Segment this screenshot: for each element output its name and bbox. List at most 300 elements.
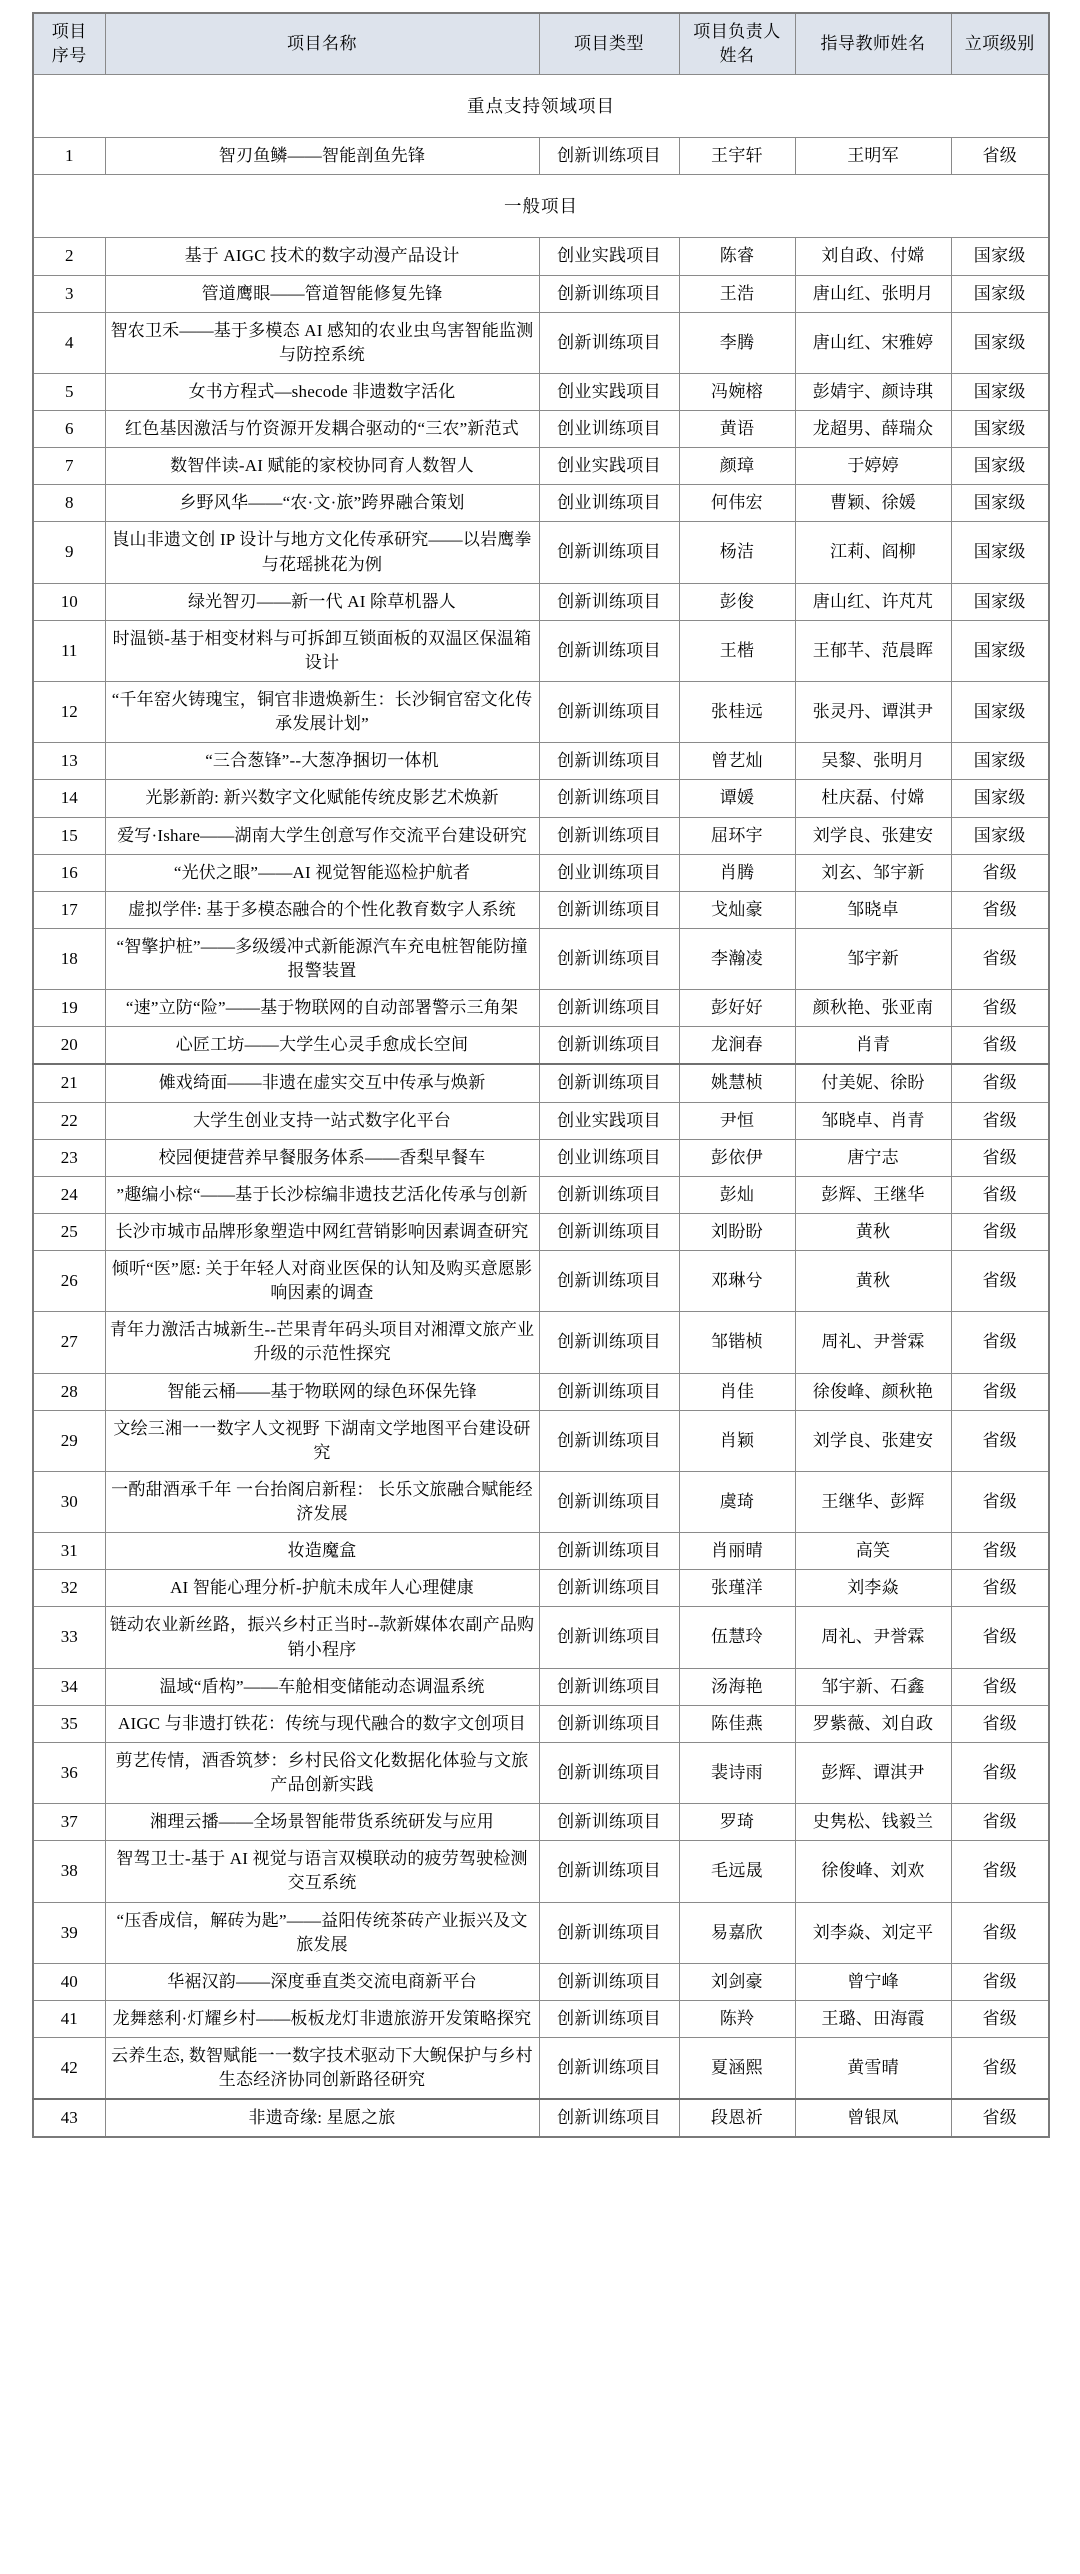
cell-project-leader: 彭依伊 bbox=[679, 1139, 795, 1176]
cell-advisor-name: 彭婧宇、颜诗琪 bbox=[795, 373, 951, 410]
table-row bbox=[33, 1533, 1049, 1570]
cell-project-leader: 王浩 bbox=[679, 275, 795, 312]
cell-seq: 29 bbox=[33, 1410, 105, 1471]
cell-approval-level: 国家级 bbox=[951, 817, 1049, 854]
cell-seq: 25 bbox=[33, 1213, 105, 1250]
cell-project-type: 创新训练项目 bbox=[539, 312, 679, 373]
cell-seq: 1 bbox=[33, 138, 105, 175]
cell-seq: 23 bbox=[33, 1139, 105, 1176]
cell-project-leader: 易嘉欣 bbox=[679, 1902, 795, 1963]
cell-seq: 18 bbox=[33, 928, 105, 989]
cell-seq: 34 bbox=[33, 1668, 105, 1705]
cell-project-type: 创新训练项目 bbox=[539, 928, 679, 989]
cell-project-name: 剪艺传情，酒香筑梦：乡村民俗文化数据化体验与文旅产品创新实践 bbox=[105, 1742, 539, 1803]
cell-advisor-name: 刘李焱 bbox=[795, 1570, 951, 1607]
header-line: 项目名称 bbox=[287, 34, 357, 54]
cell-project-name: “三合葱锋”--大葱净捆切一体机 bbox=[105, 743, 539, 780]
cell-project-type: 创新训练项目 bbox=[539, 743, 679, 780]
table-row bbox=[33, 411, 1049, 448]
cell-project-name: 智刃鱼鳞——智能剖鱼先锋 bbox=[105, 138, 539, 175]
cell-project-type: 创业训练项目 bbox=[539, 1139, 679, 1176]
cell-project-name: 数智伴读-AI 赋能的家校协同育人数智人 bbox=[105, 448, 539, 485]
cell-advisor-name: 唐山红、许芃芃 bbox=[795, 583, 951, 620]
cell-project-type: 创新训练项目 bbox=[539, 1312, 679, 1373]
cell-advisor-name: 黄秋 bbox=[795, 1251, 951, 1312]
cell-project-type: 创新训练项目 bbox=[539, 1410, 679, 1471]
cell-advisor-name: 张灵丹、谭淇尹 bbox=[795, 682, 951, 743]
cell-advisor-name: 刘学良、张建安 bbox=[795, 817, 951, 854]
cell-seq: 20 bbox=[33, 1027, 105, 1065]
cell-approval-level: 省级 bbox=[951, 928, 1049, 989]
cell-project-name: 文绘三湘一一数字人文视野 下湖南文学地图平台建设研究 bbox=[105, 1410, 539, 1471]
cell-approval-level: 省级 bbox=[951, 1668, 1049, 1705]
cell-seq: 4 bbox=[33, 312, 105, 373]
cell-project-leader: 屈环宇 bbox=[679, 817, 795, 854]
cell-approval-level: 省级 bbox=[951, 1139, 1049, 1176]
cell-project-type: 创新训练项目 bbox=[539, 2038, 679, 2100]
table-row bbox=[33, 583, 1049, 620]
cell-approval-level: 省级 bbox=[951, 1251, 1049, 1312]
cell-advisor-name: 邹宇新、石鑫 bbox=[795, 1668, 951, 1705]
cell-project-name: 非遗奇缘: 星愿之旅 bbox=[105, 2099, 539, 2137]
table-row bbox=[33, 1742, 1049, 1803]
cell-advisor-name: 于婷婷 bbox=[795, 448, 951, 485]
table-row bbox=[33, 780, 1049, 817]
cell-approval-level: 省级 bbox=[951, 990, 1049, 1027]
cell-approval-level: 省级 bbox=[951, 2099, 1049, 2137]
header-line: 指导教师姓名 bbox=[820, 34, 926, 54]
cell-project-type: 创业训练项目 bbox=[539, 854, 679, 891]
cell-approval-level: 国家级 bbox=[951, 448, 1049, 485]
cell-project-name: 长沙市城市品牌形象塑造中网红营销影响因素调查研究 bbox=[105, 1213, 539, 1250]
section-heading-label: 一般项目 bbox=[33, 175, 1049, 238]
cell-approval-level: 国家级 bbox=[951, 373, 1049, 410]
table-row bbox=[33, 1373, 1049, 1410]
cell-project-leader: 邓琳兮 bbox=[679, 1251, 795, 1312]
cell-project-type: 创业实践项目 bbox=[539, 448, 679, 485]
table-row bbox=[33, 2000, 1049, 2037]
cell-project-leader: 伍慧玲 bbox=[679, 1607, 795, 1668]
cell-advisor-name: 唐山红、张明月 bbox=[795, 275, 951, 312]
cell-approval-level: 省级 bbox=[951, 1570, 1049, 1607]
cell-approval-level: 国家级 bbox=[951, 485, 1049, 522]
cell-approval-level: 国家级 bbox=[951, 583, 1049, 620]
cell-approval-level: 省级 bbox=[951, 2000, 1049, 2037]
cell-project-leader: 肖丽晴 bbox=[679, 1533, 795, 1570]
cell-approval-level: 国家级 bbox=[951, 682, 1049, 743]
cell-project-type: 创新训练项目 bbox=[539, 1570, 679, 1607]
cell-seq: 21 bbox=[33, 1064, 105, 1102]
cell-project-name: 时温锁-基于相变材料与可拆卸互锁面板的双温区保温箱设计 bbox=[105, 620, 539, 681]
cell-project-leader: 张瑾洋 bbox=[679, 1570, 795, 1607]
cell-project-name: “速”立防“险”——基于物联网的自动部署警示三角架 bbox=[105, 990, 539, 1027]
cell-seq: 26 bbox=[33, 1251, 105, 1312]
cell-project-leader: 罗琦 bbox=[679, 1804, 795, 1841]
cell-advisor-name: 王郁芊、范晨晖 bbox=[795, 620, 951, 681]
cell-project-type: 创新训练项目 bbox=[539, 1902, 679, 1963]
cell-project-leader: 姚慧桢 bbox=[679, 1064, 795, 1102]
cell-project-type: 创新训练项目 bbox=[539, 1742, 679, 1803]
table-row bbox=[33, 1213, 1049, 1250]
cell-project-name: 红色基因激活与竹资源开发耦合驱动的“三农”新范式 bbox=[105, 411, 539, 448]
cell-project-leader: 彭灿 bbox=[679, 1176, 795, 1213]
cell-advisor-name: 付美妮、徐盼 bbox=[795, 1064, 951, 1102]
cell-project-name: 智驾卫士-基于 AI 视觉与语言双模联动的疲劳驾驶检测交互系统 bbox=[105, 1841, 539, 1902]
cell-project-type: 创新训练项目 bbox=[539, 1373, 679, 1410]
section-heading-label: 重点支持领域项目 bbox=[33, 75, 1049, 138]
cell-approval-level: 省级 bbox=[951, 1373, 1049, 1410]
cell-seq: 15 bbox=[33, 817, 105, 854]
cell-advisor-name: 邹宇新 bbox=[795, 928, 951, 989]
table-row bbox=[33, 1102, 1049, 1139]
cell-project-type: 创新训练项目 bbox=[539, 817, 679, 854]
cell-seq: 37 bbox=[33, 1804, 105, 1841]
cell-approval-level: 省级 bbox=[951, 1410, 1049, 1471]
cell-project-name: 链动农业新丝路，振兴乡村正当时--款新媒体农副产品购销小程序 bbox=[105, 1607, 539, 1668]
cell-seq: 3 bbox=[33, 275, 105, 312]
cell-project-name: 校园便捷营养早餐服务体系——香梨早餐车 bbox=[105, 1139, 539, 1176]
cell-advisor-name: 周礼、尹誉霖 bbox=[795, 1607, 951, 1668]
cell-project-type: 创新训练项目 bbox=[539, 2000, 679, 2037]
cell-project-name: 爱写·Ishare——湖南大学生创意写作交流平台建设研究 bbox=[105, 817, 539, 854]
cell-approval-level: 省级 bbox=[951, 138, 1049, 175]
cell-seq: 30 bbox=[33, 1471, 105, 1532]
cell-approval-level: 省级 bbox=[951, 1102, 1049, 1139]
cell-project-name: 湘理云播——全场景智能带货系统研发与应用 bbox=[105, 1804, 539, 1841]
cell-approval-level: 省级 bbox=[951, 1841, 1049, 1902]
cell-project-type: 创新训练项目 bbox=[539, 1213, 679, 1250]
cell-project-name: 傩戏绮面——非遗在虚实交互中传承与焕新 bbox=[105, 1064, 539, 1102]
cell-advisor-name: 徐俊峰、颜秋艳 bbox=[795, 1373, 951, 1410]
cell-project-type: 创新训练项目 bbox=[539, 1064, 679, 1102]
table-row bbox=[33, 522, 1049, 583]
cell-seq: 8 bbox=[33, 485, 105, 522]
cell-approval-level: 省级 bbox=[951, 1213, 1049, 1250]
cell-project-leader: 肖佳 bbox=[679, 1373, 795, 1410]
cell-project-type: 创新训练项目 bbox=[539, 1963, 679, 2000]
cell-project-type: 创新训练项目 bbox=[539, 2099, 679, 2137]
cell-project-leader: 何伟宏 bbox=[679, 485, 795, 522]
cell-advisor-name: 王继华、彭辉 bbox=[795, 1471, 951, 1532]
table-row bbox=[33, 1471, 1049, 1532]
cell-project-name: 一酌甜酒承千年 一台抬阁启新程： 长乐文旅融合赋能经济发展 bbox=[105, 1471, 539, 1532]
cell-approval-level: 省级 bbox=[951, 1176, 1049, 1213]
cell-approval-level: 省级 bbox=[951, 1963, 1049, 2000]
table-row bbox=[33, 1570, 1049, 1607]
cell-project-name: “压香成信，解砖为匙”——益阳传统茶砖产业振兴及文旅发展 bbox=[105, 1902, 539, 1963]
cell-seq: 24 bbox=[33, 1176, 105, 1213]
cell-seq: 17 bbox=[33, 891, 105, 928]
table-row bbox=[33, 1139, 1049, 1176]
header-line: 项目负责人 bbox=[693, 22, 781, 41]
cell-approval-level: 国家级 bbox=[951, 780, 1049, 817]
table-row bbox=[33, 1902, 1049, 1963]
cell-project-type: 创业实践项目 bbox=[539, 1102, 679, 1139]
cell-project-leader: 冯婉榕 bbox=[679, 373, 795, 410]
cell-seq: 27 bbox=[33, 1312, 105, 1373]
cell-advisor-name: 邹晓卓 bbox=[795, 891, 951, 928]
cell-project-name: 青年力激活古城新生--芒果青年码头项目对湘潭文旅产业升级的示范性探究 bbox=[105, 1312, 539, 1373]
cell-project-leader: 邹锴桢 bbox=[679, 1312, 795, 1373]
cell-project-name: 智能云桶——基于物联网的绿色环保先锋 bbox=[105, 1373, 539, 1410]
cell-project-name: 温域“盾构”——车舱相变储能动态调温系统 bbox=[105, 1668, 539, 1705]
table-row bbox=[33, 928, 1049, 989]
cell-advisor-name: 唐山红、宋雅婷 bbox=[795, 312, 951, 373]
cell-project-type: 创新训练项目 bbox=[539, 682, 679, 743]
cell-approval-level: 省级 bbox=[951, 2038, 1049, 2100]
section-heading-row bbox=[33, 175, 1049, 238]
cell-seq: 14 bbox=[33, 780, 105, 817]
cell-project-name: 女书方程式—shecode 非遗数字活化 bbox=[105, 373, 539, 410]
table-header bbox=[33, 13, 1049, 75]
table-row bbox=[33, 1804, 1049, 1841]
cell-project-name: 倾听“医”愿: 关于年轻人对商业医保的认知及购买意愿影响因素的调查 bbox=[105, 1251, 539, 1312]
table-row bbox=[33, 1251, 1049, 1312]
cell-project-name: 基于 AIGC 技术的数字动漫产品设计 bbox=[105, 238, 539, 275]
cell-project-type: 创新训练项目 bbox=[539, 1471, 679, 1532]
cell-project-type: 创新训练项目 bbox=[539, 780, 679, 817]
cell-project-leader: 李瀚凌 bbox=[679, 928, 795, 989]
table-row bbox=[33, 1312, 1049, 1373]
cell-advisor-name: 王明军 bbox=[795, 138, 951, 175]
cell-project-leader: 张桂远 bbox=[679, 682, 795, 743]
cell-advisor-name: 刘自政、付嫦 bbox=[795, 238, 951, 275]
cell-advisor-name: 史隽松、钱毅兰 bbox=[795, 1804, 951, 1841]
cell-project-type: 创新训练项目 bbox=[539, 990, 679, 1027]
cell-advisor-name: 王璐、田海霞 bbox=[795, 2000, 951, 2037]
table-row bbox=[33, 854, 1049, 891]
cell-seq: 6 bbox=[33, 411, 105, 448]
column-header-leader bbox=[679, 13, 795, 75]
cell-advisor-name: 彭辉、王继华 bbox=[795, 1176, 951, 1213]
cell-project-type: 创业训练项目 bbox=[539, 411, 679, 448]
cell-project-leader: 黄语 bbox=[679, 411, 795, 448]
cell-seq: 31 bbox=[33, 1533, 105, 1570]
cell-project-name: 心匠工坊——大学生心灵手愈成长空间 bbox=[105, 1027, 539, 1065]
cell-seq: 9 bbox=[33, 522, 105, 583]
cell-project-name: 乡野风华——“农·文·旅”跨界融合策划 bbox=[105, 485, 539, 522]
cell-project-name: 龙舞慈利·灯耀乡村——板板龙灯非遗旅游开发策略探究 bbox=[105, 2000, 539, 2037]
cell-approval-level: 国家级 bbox=[951, 620, 1049, 681]
table-row bbox=[33, 275, 1049, 312]
cell-approval-level: 省级 bbox=[951, 1902, 1049, 1963]
cell-seq: 5 bbox=[33, 373, 105, 410]
table-row bbox=[33, 312, 1049, 373]
cell-project-type: 创新训练项目 bbox=[539, 138, 679, 175]
table-row bbox=[33, 373, 1049, 410]
cell-advisor-name: 黄秋 bbox=[795, 1213, 951, 1250]
cell-project-leader: 肖颖 bbox=[679, 1410, 795, 1471]
cell-project-type: 创新训练项目 bbox=[539, 583, 679, 620]
cell-advisor-name: 曾宁峰 bbox=[795, 1963, 951, 2000]
cell-approval-level: 省级 bbox=[951, 1312, 1049, 1373]
cell-project-type: 创新训练项目 bbox=[539, 1668, 679, 1705]
cell-seq: 32 bbox=[33, 1570, 105, 1607]
cell-approval-level: 省级 bbox=[951, 1027, 1049, 1065]
cell-advisor-name: 吴黎、张明月 bbox=[795, 743, 951, 780]
cell-project-type: 创新训练项目 bbox=[539, 1176, 679, 1213]
cell-project-leader: 彭俊 bbox=[679, 583, 795, 620]
cell-project-leader: 龙涧春 bbox=[679, 1027, 795, 1065]
cell-project-type: 创新训练项目 bbox=[539, 891, 679, 928]
cell-advisor-name: 颜秋艳、张亚南 bbox=[795, 990, 951, 1027]
cell-approval-level: 省级 bbox=[951, 1064, 1049, 1102]
cell-project-type: 创业实践项目 bbox=[539, 238, 679, 275]
cell-project-leader: 刘盼盼 bbox=[679, 1213, 795, 1250]
cell-project-leader: 杨洁 bbox=[679, 522, 795, 583]
column-header-name bbox=[105, 13, 539, 75]
cell-seq: 41 bbox=[33, 2000, 105, 2037]
table-row bbox=[33, 138, 1049, 175]
cell-project-leader: 戈灿豪 bbox=[679, 891, 795, 928]
cell-approval-level: 省级 bbox=[951, 1705, 1049, 1742]
cell-advisor-name: 龙超男、薛瑞众 bbox=[795, 411, 951, 448]
cell-advisor-name: 刘玄、邹宇新 bbox=[795, 854, 951, 891]
table-row bbox=[33, 1410, 1049, 1471]
cell-seq: 19 bbox=[33, 990, 105, 1027]
cell-project-name: 光影新韵: 新兴数字文化赋能传统皮影艺术焕新 bbox=[105, 780, 539, 817]
table-row bbox=[33, 990, 1049, 1027]
cell-project-type: 创新训练项目 bbox=[539, 1841, 679, 1902]
table-row bbox=[33, 2099, 1049, 2137]
header-line: 姓名 bbox=[719, 46, 755, 66]
cell-approval-level: 国家级 bbox=[951, 743, 1049, 780]
cell-seq: 11 bbox=[33, 620, 105, 681]
cell-seq: 35 bbox=[33, 1705, 105, 1742]
cell-advisor-name: 刘学良、张建安 bbox=[795, 1410, 951, 1471]
cell-advisor-name: 曾银凤 bbox=[795, 2099, 951, 2137]
cell-project-type: 创新训练项目 bbox=[539, 275, 679, 312]
cell-project-leader: 尹恒 bbox=[679, 1102, 795, 1139]
cell-project-name: 虚拟学伴: 基于多模态融合的个性化教育数字人系统 bbox=[105, 891, 539, 928]
cell-seq: 10 bbox=[33, 583, 105, 620]
cell-advisor-name: 曹颖、徐媛 bbox=[795, 485, 951, 522]
cell-project-leader: 曾艺灿 bbox=[679, 743, 795, 780]
cell-seq: 12 bbox=[33, 682, 105, 743]
cell-seq: 2 bbox=[33, 238, 105, 275]
cell-project-name: ”趣编小棕“——基于长沙棕编非遗技艺活化传承与创新 bbox=[105, 1176, 539, 1213]
cell-advisor-name: 杜庆磊、付嫦 bbox=[795, 780, 951, 817]
cell-seq: 22 bbox=[33, 1102, 105, 1139]
cell-seq: 28 bbox=[33, 1373, 105, 1410]
cell-project-leader: 刘剑豪 bbox=[679, 1963, 795, 2000]
cell-project-name: 管道鹰眼——管道智能修复先锋 bbox=[105, 275, 539, 312]
cell-project-leader: 谭媛 bbox=[679, 780, 795, 817]
cell-advisor-name: 高笑 bbox=[795, 1533, 951, 1570]
cell-seq: 7 bbox=[33, 448, 105, 485]
cell-approval-level: 国家级 bbox=[951, 522, 1049, 583]
cell-project-name: AI 智能心理分析-护航未成年人心理健康 bbox=[105, 1570, 539, 1607]
table-row bbox=[33, 743, 1049, 780]
cell-project-name: 华裾汉韵——深度垂直类交流电商新平台 bbox=[105, 1963, 539, 2000]
cell-advisor-name: 罗紫薇、刘自政 bbox=[795, 1705, 951, 1742]
table-row bbox=[33, 2038, 1049, 2100]
cell-approval-level: 国家级 bbox=[951, 275, 1049, 312]
cell-project-name: 崀山非遗文创 IP 设计与地方文化传承研究——以岩鹰拳与花瑶挑花为例 bbox=[105, 522, 539, 583]
cell-project-type: 创业训练项目 bbox=[539, 485, 679, 522]
column-header-seq bbox=[33, 13, 105, 75]
cell-project-name: 妆造魔盒 bbox=[105, 1533, 539, 1570]
cell-project-leader: 王楷 bbox=[679, 620, 795, 681]
table-body bbox=[33, 75, 1049, 2138]
cell-project-leader: 肖腾 bbox=[679, 854, 795, 891]
cell-project-type: 创新训练项目 bbox=[539, 1533, 679, 1570]
project-approval-table bbox=[32, 12, 1050, 2138]
cell-seq: 13 bbox=[33, 743, 105, 780]
column-header-level bbox=[951, 13, 1049, 75]
cell-project-leader: 陈佳燕 bbox=[679, 1705, 795, 1742]
cell-project-leader: 汤海艳 bbox=[679, 1668, 795, 1705]
table-row bbox=[33, 682, 1049, 743]
cell-approval-level: 国家级 bbox=[951, 312, 1049, 373]
section-heading-row bbox=[33, 75, 1049, 138]
cell-advisor-name: 徐俊峰、刘欢 bbox=[795, 1841, 951, 1902]
cell-seq: 16 bbox=[33, 854, 105, 891]
cell-approval-level: 省级 bbox=[951, 854, 1049, 891]
table-row bbox=[33, 448, 1049, 485]
cell-project-type: 创新训练项目 bbox=[539, 1705, 679, 1742]
cell-project-type: 创新训练项目 bbox=[539, 1251, 679, 1312]
cell-project-type: 创新训练项目 bbox=[539, 1804, 679, 1841]
cell-advisor-name: 邹晓卓、肖青 bbox=[795, 1102, 951, 1139]
cell-approval-level: 省级 bbox=[951, 1607, 1049, 1668]
cell-project-leader: 彭好好 bbox=[679, 990, 795, 1027]
cell-seq: 33 bbox=[33, 1607, 105, 1668]
table-row bbox=[33, 1176, 1049, 1213]
cell-approval-level: 国家级 bbox=[951, 411, 1049, 448]
table-row bbox=[33, 1841, 1049, 1902]
cell-project-name: 绿光智刃——新一代 AI 除草机器人 bbox=[105, 583, 539, 620]
cell-project-type: 创新训练项目 bbox=[539, 522, 679, 583]
table-row bbox=[33, 238, 1049, 275]
table-row bbox=[33, 1668, 1049, 1705]
cell-approval-level: 省级 bbox=[951, 1471, 1049, 1532]
cell-project-type: 创新训练项目 bbox=[539, 1607, 679, 1668]
column-header-type bbox=[539, 13, 679, 75]
cell-approval-level: 国家级 bbox=[951, 238, 1049, 275]
cell-project-name: “智擎护桩”——多级缓冲式新能源汽车充电桩智能防撞报警装置 bbox=[105, 928, 539, 989]
cell-project-leader: 裴诗雨 bbox=[679, 1742, 795, 1803]
table-row bbox=[33, 1607, 1049, 1668]
cell-project-leader: 段恩祈 bbox=[679, 2099, 795, 2137]
column-header-teacher bbox=[795, 13, 951, 75]
table-row bbox=[33, 1064, 1049, 1102]
cell-approval-level: 省级 bbox=[951, 1533, 1049, 1570]
cell-approval-level: 省级 bbox=[951, 891, 1049, 928]
cell-advisor-name: 彭辉、谭淇尹 bbox=[795, 1742, 951, 1803]
cell-seq: 38 bbox=[33, 1841, 105, 1902]
cell-project-leader: 王宇轩 bbox=[679, 138, 795, 175]
table-row bbox=[33, 817, 1049, 854]
cell-project-name: 云养生态, 数智赋能一一数字技术驱动下大鲵保护与乡村生态经济协同创新路径研究 bbox=[105, 2038, 539, 2100]
table-row bbox=[33, 1027, 1049, 1065]
cell-advisor-name: 周礼、尹誉霖 bbox=[795, 1312, 951, 1373]
header-line: 序号 bbox=[51, 46, 87, 66]
cell-approval-level: 省级 bbox=[951, 1742, 1049, 1803]
cell-advisor-name: 江莉、阎柳 bbox=[795, 522, 951, 583]
table-row bbox=[33, 1963, 1049, 2000]
table-row bbox=[33, 1705, 1049, 1742]
header-line: 立项级别 bbox=[964, 34, 1035, 54]
cell-approval-level: 省级 bbox=[951, 1804, 1049, 1841]
cell-seq: 39 bbox=[33, 1902, 105, 1963]
cell-project-leader: 夏涵熙 bbox=[679, 2038, 795, 2100]
cell-project-name: 大学生创业支持一站式数字化平台 bbox=[105, 1102, 539, 1139]
header-line: 项目类型 bbox=[574, 34, 644, 54]
cell-project-type: 创业实践项目 bbox=[539, 373, 679, 410]
cell-project-leader: 陈羚 bbox=[679, 2000, 795, 2037]
cell-project-type: 创新训练项目 bbox=[539, 1027, 679, 1065]
